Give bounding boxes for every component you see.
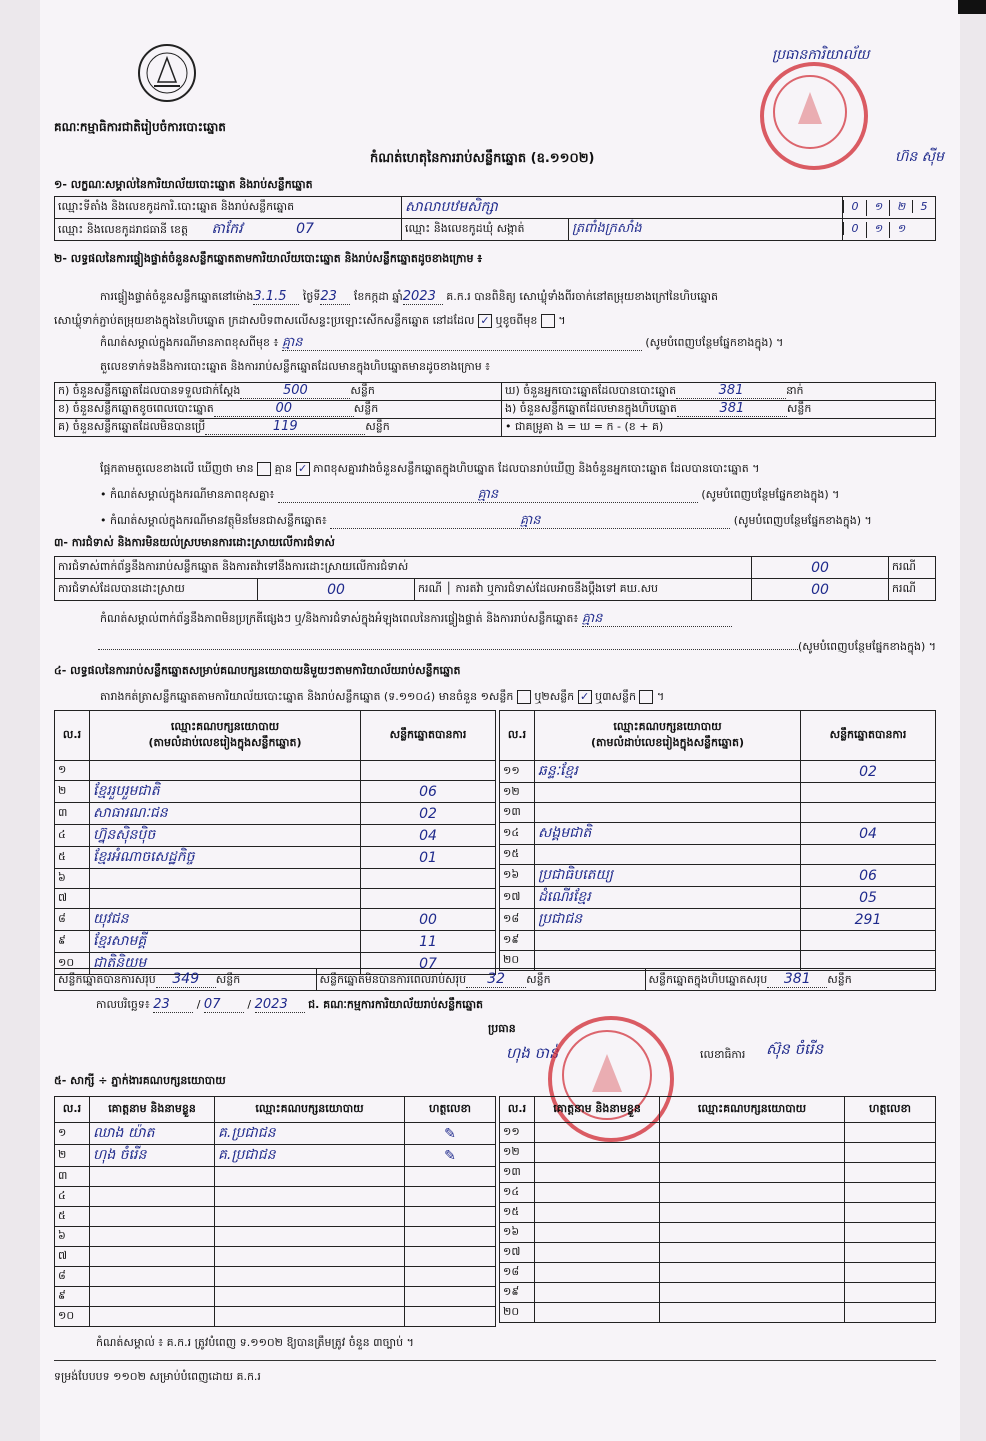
row-number: ៦ — [55, 869, 90, 889]
party-name — [535, 783, 801, 803]
witness-party — [215, 1247, 405, 1267]
results-totals — [54, 968, 936, 991]
witness-signature — [845, 1303, 936, 1323]
witness-party — [215, 1207, 405, 1227]
witness-table-right: ល.រ គោត្តនាម និងនាមខ្លួន ឈ្មោះគណបក្សនយោបាយ ហត្ថលេខា ១១ ១២ ១៣ ១៤ ១៥ ១៦ ១៧ ១៨ ១៩ ២០ — [499, 1096, 936, 1323]
witness-row — [55, 1187, 496, 1207]
results-row — [500, 887, 936, 909]
results-row — [55, 781, 496, 803]
footnote: កំណត់សម្គាល់ ៖ គ.ក.រ ត្រូវបំពេញ ទ.១១០២ ឱ្យបានត្រឹមត្រូវ ចំនួន ៣ច្បាប់ ។ — [96, 1336, 414, 1349]
witness-signature — [845, 1223, 936, 1243]
counts-table — [54, 382, 936, 437]
valid-votes: 11 — [361, 931, 496, 953]
party-name — [535, 845, 801, 865]
witness-name — [90, 1307, 215, 1327]
objection-appeal-label: ករណី │ ការតវ៉ា ឬការជំទាស់ដែលអាចនឹងប្តឹងទៅ គឃ.សប — [415, 579, 752, 601]
witness-party — [660, 1123, 845, 1143]
footer-divider — [54, 1360, 936, 1361]
location-value: សាលាបឋមសិក្សា — [402, 197, 843, 219]
witness-name — [90, 1207, 215, 1227]
witness-signature — [405, 1207, 496, 1227]
witness-row — [55, 1267, 496, 1287]
party-name: ឆន្ទៈខ្មែរ — [535, 761, 801, 783]
valid-votes: 02 — [801, 761, 936, 783]
form-title: កំណត់ហេតុនៃការរាប់សន្លឹកឆ្នោត (ឧ.១១០២) — [370, 151, 595, 166]
row-number: ៨ — [55, 909, 90, 931]
witness-signature — [405, 1167, 496, 1187]
count-ng: ង) ចំនួនសន្លឹកឆ្នោតដែលមានក្នុងហិបឆ្នោត 381 សន្លឹក — [502, 401, 936, 419]
note-value: គ្មាន — [282, 336, 642, 351]
valid-votes: 00 — [361, 909, 496, 931]
row-number: ១៧ — [500, 887, 535, 909]
witness-signature — [845, 1183, 936, 1203]
section1-heading: ១- លក្ខណៈសម្គាល់នៃការិយាល័យបោះឆ្នោត និងរាប់សន្លឹកឆ្នោត — [54, 178, 313, 191]
tally-sheet-count: តារាងកត់ត្រាសន្លឹកឆ្នោតតាមការិយាល័យបោះឆ្នោត និងរាប់សន្លឹកឆ្នោត (ទ.១១០៤) មានចំនួន ១សន្លឹក ឬ២សន្លឹក ✓ ឬ៣សន្លឹក ។ — [100, 690, 665, 703]
witness-name — [535, 1223, 660, 1243]
row-number: ១៩ — [500, 931, 535, 951]
results-row — [55, 761, 496, 781]
row-number: ៤ — [55, 825, 90, 847]
results-row — [500, 865, 936, 887]
commune-code: 0 ១ ១ — [843, 219, 936, 241]
results-row — [55, 931, 496, 953]
row-number: ៣ — [55, 803, 90, 825]
secretary-signature: ស៊ុន ចំរើន — [766, 1040, 824, 1058]
objection-row1-label: ការជំទាស់ពាក់ព័ន្ធនឹងការរាប់សន្លឹកឆ្នោត និងការតវ៉ាទៅនឹងការដោះស្រាយលើការជំទាស់ — [55, 557, 752, 579]
objections-table: ការជំទាស់ពាក់ព័ន្ធនឹងការរាប់សន្លឹកឆ្នោត និងការតវ៉ាទៅនឹងការដោះស្រាយលើការជំទាស់ 00 ករណី ការជំទាស់ដែលបានដោះស្រាយ 00 ករណី │ ការតវ៉ា ឬការជំទាស់ដែលអាចនឹងប្តឹងទៅ គឃ.សប 00 ករណី — [54, 556, 936, 601]
valid-votes: 04 — [801, 823, 936, 845]
witness-signature — [405, 1187, 496, 1207]
witness-signature — [845, 1283, 936, 1303]
witness-row — [55, 1227, 496, 1247]
witness-name — [90, 1247, 215, 1267]
witness-signature — [845, 1123, 936, 1143]
province-row: ឈ្មោះ និងលេខកូដរាជធានី ខេត្ត តាកែវ 07 — [55, 219, 402, 241]
witness-name — [535, 1303, 660, 1323]
witness-row — [500, 1203, 936, 1223]
bullet-difference: • កំណត់សម្គាល់ក្នុងករណីមានភាពខុសគ្នា៖ គ្មាន (សូមបំពេញបន្ថែមផ្នែកខាងក្នុង) ។ — [100, 487, 840, 502]
row-number: ១៣ — [500, 803, 535, 823]
valid-votes: 06 — [801, 865, 936, 887]
witness-row — [500, 1263, 936, 1283]
party-name: ដំណើរខ្មែរ — [535, 887, 801, 909]
witness-party — [660, 1143, 845, 1163]
sheet-3-checkbox[interactable] — [639, 690, 653, 704]
witness-row — [500, 1123, 936, 1143]
valid-votes: 06 — [361, 781, 496, 803]
row-number: ៦ — [55, 1227, 90, 1247]
witness-party — [660, 1303, 845, 1323]
results-row — [55, 825, 496, 847]
row-number: ១១ — [500, 1123, 535, 1143]
objection-appeal-value: 00 — [752, 579, 889, 601]
row-number: ១០ — [55, 1307, 90, 1327]
row-number: ១០ — [55, 953, 90, 975]
party-name: យុវជន — [90, 909, 361, 931]
party-name: សង្គមជាតិ — [535, 823, 801, 845]
row-number: ១៦ — [500, 1223, 535, 1243]
witness-name — [90, 1267, 215, 1287]
witness-party — [660, 1223, 845, 1243]
witness-row — [55, 1287, 496, 1307]
date-line: កាលបរិច្ឆេទ៖ 23 / 07 / 2023 ជ. គណៈកម្មការការិយាល័យរាប់សន្លឹកឆ្នោត — [96, 997, 484, 1012]
results-row — [500, 803, 936, 823]
sheet-1-checkbox[interactable] — [517, 690, 531, 704]
row-number: ១ — [55, 761, 90, 781]
row-number: ៨ — [55, 1267, 90, 1287]
location-table — [54, 196, 936, 241]
witness-row — [500, 1283, 936, 1303]
party-name — [90, 761, 361, 781]
witness-signature: ✎ — [405, 1123, 496, 1145]
valid-votes: 02 — [361, 803, 496, 825]
witness-row — [55, 1207, 496, 1227]
valid-votes — [361, 761, 496, 781]
valid-votes — [801, 845, 936, 865]
row-number: ១៥ — [500, 845, 535, 865]
valid-votes — [801, 783, 936, 803]
valid-votes — [801, 803, 936, 823]
scan-edge — [958, 0, 986, 14]
witness-party — [215, 1187, 405, 1207]
witness-party — [660, 1243, 845, 1263]
results-table-left: ល.រ ឈ្មោះគណបក្សនយោបាយ (តាមលំដាប់លេខរៀងក្នុងសន្លឹកឆ្នោត) សន្លឹកឆ្នោតបានការ ១ ២ ខ្មែររួបរួមជាតិ 06 ៣ សាធារណៈជន 02 ៤ ហ្វ៊ុនស៊ិនប៉ិច 04 ៥ ខ្មែរអំណាចសេដ្ឋកិច្ច 01 ៦ ៧ ៨ យុវជន 00 ៩ ខ្មែរសាមគ្គី 11 ១០ ជាតិនិយម 07 — [54, 710, 496, 975]
footer-text: ទម្រង់បែបបទ ១១០២ សម្រាប់បំពេញដោយ គ.ក.រ — [54, 1370, 261, 1383]
row-number: ១៣ — [500, 1163, 535, 1183]
witness-row — [55, 1123, 496, 1145]
count-ko: គ) ចំនួនសន្លឹកឆ្នោតដែលមិនបានប្រើ 119 សន្លឹក — [55, 419, 502, 437]
chair-label: ប្រធាន — [488, 1022, 516, 1035]
row-number: ២ — [55, 1145, 90, 1167]
row-number: ១៦ — [500, 865, 535, 887]
damaged-checkbox[interactable] — [541, 314, 555, 328]
witness-row — [55, 1145, 496, 1167]
witness-name — [535, 1243, 660, 1263]
count-ka: ក) ចំនួនសន្លឹកឆ្នោតដែលបានទទួលជាក់ស្តែង 500 សន្លឹក — [55, 383, 502, 401]
witness-signature — [405, 1227, 496, 1247]
witness-signature — [405, 1287, 496, 1307]
witness-name — [535, 1203, 660, 1223]
bullet-foreign-object: • កំណត់សម្គាល់ក្នុងករណីមានវត្ថុមិនមែនជាសន្លឹកឆ្នោត៖ គ្មាន (សូមបំពេញបន្ថែមផ្នែកខាងក្នុង) ។ — [100, 513, 872, 528]
row-number: ៥ — [55, 1207, 90, 1227]
results-row — [55, 847, 496, 869]
results-row — [500, 931, 936, 951]
party-name — [90, 889, 361, 909]
witness-name — [535, 1263, 660, 1283]
witness-signature — [845, 1163, 936, 1183]
secretary-label: លេខាធិការ — [700, 1048, 746, 1061]
witness-row — [500, 1303, 936, 1323]
section2-heading: ២- លទ្ធផលនៃការផ្ទៀងផ្ទាត់ចំនួនសន្លឹកឆ្នោតតាមការិយាល័យបោះឆ្នោត និងរាប់សន្លឹកឆ្នោតដូចខាងក្រោម ៖ — [54, 252, 483, 265]
witness-name — [535, 1183, 660, 1203]
party-name: ខ្មែរអំណាចសេដ្ឋកិច្ច — [90, 847, 361, 869]
row-number: ៩ — [55, 931, 90, 953]
witness-table-left: ល.រ គោត្តនាម និងនាមខ្លួន ឈ្មោះគណបក្សនយោបាយ ហត្ថលេខា ១ ឈាង យ៉ាត គ.ប្រជាជន ✎ ២ ហុង ចំរើន គ.ប្រជាជន ✎ ៣ ៤ ៥ ៦ ៧ ៨ ៩ ១០ — [54, 1096, 496, 1327]
witness-signature — [405, 1267, 496, 1287]
total-invalid: សន្លឹកឆ្នោតមិនបានការពេលរាប់សរុប 32 សន្លឹក — [316, 969, 645, 991]
results-row — [500, 909, 936, 931]
witness-name — [535, 1143, 660, 1163]
count-kho: ឃ) ចំនួនអ្នកបោះឆ្នោតដែលបានបោះឆ្នោត 381 នាក់ — [502, 383, 936, 401]
note-line: កំណត់សម្គាល់ក្នុងករណីមានភាពខុសពីមុខ ៖ គ្មាន (សូមបំពេញបន្ថែមផ្នែកខាងក្នុង) ។ — [100, 335, 784, 350]
row-number: ៣ — [55, 1167, 90, 1187]
witness-party — [215, 1167, 405, 1187]
objection-row1-value: 00 — [752, 557, 889, 579]
valid-votes: 04 — [361, 825, 496, 847]
valid-votes — [361, 889, 496, 909]
chair-signature: ហុង ចាន់ — [506, 1044, 559, 1062]
witness-party — [215, 1307, 405, 1327]
witness-party — [215, 1267, 405, 1287]
valid-votes: 291 — [801, 909, 936, 931]
row-number: ២០ — [500, 1303, 535, 1323]
results-table-right: ល.រ ឈ្មោះគណបក្សនយោបាយ (តាមលំដាប់លេខរៀងក្នុងសន្លឹកឆ្នោត) សន្លឹកឆ្នោតបានការ ១១ ឆន្ទៈខ្មែរ 02 ១២ ១៣ ១៤ សង្គមជាតិ 04 ១៥ ១៦ ប្រជាធិបតេយ្យ 06 ១៧ ដំណើរខ្មែរ 05 ១៨ ប្រជាជន 291 ១៩ ២០ — [499, 710, 936, 971]
section4-heading: ៤- លទ្ធផលនៃការរាប់សន្លឹកឆ្នោតសម្រាប់គណបក្សនយោបាយនិមួយៗតាមការិយាល័យរាប់សន្លឹកឆ្នោត — [54, 664, 461, 677]
witness-party — [660, 1163, 845, 1183]
count-kha: ខ) ចំនួនសន្លឹកឆ្នោតខូចពេលបោះឆ្នោត 00 សន្លឹក — [55, 401, 502, 419]
row-number: ៥ — [55, 847, 90, 869]
row-number: ៧ — [55, 889, 90, 909]
section5-heading: ៥- សាក្សី ÷ ភ្នាក់ងារគណបក្សនយោបាយ — [54, 1074, 226, 1087]
valid-votes: 07 — [361, 953, 496, 975]
results-row — [55, 869, 496, 889]
witness-name — [535, 1283, 660, 1303]
row-number: ១៨ — [500, 1263, 535, 1283]
witness-signature — [845, 1203, 936, 1223]
witness-party — [215, 1287, 405, 1307]
row-number: ២ — [55, 781, 90, 803]
row-number: ១ — [55, 1123, 90, 1145]
row-number: ២០ — [500, 951, 535, 971]
province-name: តាកែវ — [211, 221, 243, 237]
verify-year: 2023 — [403, 290, 443, 305]
party-name — [90, 869, 361, 889]
witness-party: គ.ប្រជាជន — [215, 1123, 405, 1145]
total-in-box: សន្លឹកឆ្នោតក្នុងហិបឆ្នោតសរុប 381 សន្លឹក — [645, 969, 935, 991]
section3-heading: ៣- ការជំទាស់ និងការមិនយល់ស្របមានការដោះស្រាយលើការជំទាស់ — [54, 536, 335, 549]
witness-signature — [845, 1263, 936, 1283]
witness-row — [500, 1243, 936, 1263]
commune-value: ត្រពាំងក្រសាំង — [569, 219, 843, 241]
party-name: ប្រជាធិបតេយ្យ — [535, 865, 801, 887]
valid-votes: 01 — [361, 847, 496, 869]
ministry-seal-icon — [136, 42, 198, 108]
sheet-2-checkbox[interactable]: ✓ — [578, 690, 592, 704]
witness-name — [90, 1227, 215, 1247]
objection-hint: (សូមបំពេញបន្ថែមផ្នែកខាងក្នុង) ។ — [54, 640, 936, 654]
intact-checkbox[interactable]: ✓ — [478, 314, 492, 328]
row-number: ១៤ — [500, 823, 535, 845]
results-row — [500, 845, 936, 865]
witness-name — [535, 1123, 660, 1143]
witness-row — [500, 1183, 936, 1203]
total-valid: សន្លឹកឆ្នោតបានការសរុប 349 សន្លឹក — [55, 969, 317, 991]
witness-signature — [405, 1247, 496, 1267]
top-right-note: ប្រធានការិយាល័យ — [772, 47, 870, 63]
row-number: ១៤ — [500, 1183, 535, 1203]
results-row — [500, 761, 936, 783]
row-number: ១៥ — [500, 1203, 535, 1223]
party-name: ហ្វ៊ុនស៊ិនប៉ិច — [90, 825, 361, 847]
counts-intro: តួលេខទាក់ទងនឹងការបោះឆ្នោត និងការរាប់សន្លឹកឆ្នោតដែលមានក្នុងហិបឆ្នោតមានដូចខាងក្រោម ៖ — [100, 360, 491, 373]
official-stamp-top — [760, 62, 868, 170]
location-code: 0 ១ ២ 5 — [843, 197, 936, 219]
party-name: សាធារណៈជន — [90, 803, 361, 825]
witness-name — [90, 1167, 215, 1187]
top-right-signature: ហ៊ន ស៊ីម — [895, 149, 944, 165]
witness-name — [535, 1163, 660, 1183]
witness-name — [90, 1187, 215, 1207]
witness-party — [660, 1203, 845, 1223]
committee-name: គណៈកម្មាធិការជាតិរៀបចំការបោះឆ្នោត — [54, 120, 226, 134]
witness-signature — [845, 1243, 936, 1263]
witness-party — [660, 1283, 845, 1303]
row-number: ៧ — [55, 1247, 90, 1267]
party-name — [535, 803, 801, 823]
witness-party — [215, 1227, 405, 1247]
witness-party: គ.ប្រជាជន — [215, 1145, 405, 1167]
results-row — [55, 909, 496, 931]
row-number: ១៩ — [500, 1283, 535, 1303]
witness-name: ឈាង យ៉ាត — [90, 1123, 215, 1145]
row-number: ៤ — [55, 1187, 90, 1207]
witness-row — [55, 1307, 496, 1327]
party-name: ខ្មែរសាមគ្គី — [90, 931, 361, 953]
formula: • ជាគម្រូគា ង = ឃ = ក - (ខ + គ) — [502, 419, 936, 437]
witness-row — [500, 1143, 936, 1163]
valid-votes — [801, 931, 936, 951]
results-row — [55, 803, 496, 825]
match-line: ផ្អែកតាមតួលេខខាងលើ ឃើញថា មាន គ្មាន ✓ ភាពខុសគ្នារវាងចំនួនសន្លឹកឆ្នោតក្នុងហិបឆ្នោត ដែលបានរាប់ឃើញ និងចំនួនអ្នកបោះឆ្នោត ដែលបានបោះឆ្នោត ។ — [100, 462, 760, 475]
party-name: ជាតិនិយម — [90, 953, 361, 975]
party-name — [535, 931, 801, 951]
row-number: ៩ — [55, 1287, 90, 1307]
province-code: 07 — [296, 221, 314, 237]
valid-votes — [361, 869, 496, 889]
row-number: ១១ — [500, 761, 535, 783]
witness-row — [55, 1167, 496, 1187]
witness-name — [90, 1287, 215, 1307]
witness-name: ហុង ចំរើន — [90, 1145, 215, 1167]
has-difference-checkbox[interactable] — [257, 462, 271, 476]
witness-party — [660, 1183, 845, 1203]
results-row — [500, 823, 936, 845]
witness-signature: ✎ — [405, 1145, 496, 1167]
verify-day: 23 — [320, 290, 350, 305]
valid-votes: 05 — [801, 887, 936, 909]
results-row — [500, 783, 936, 803]
row-number: ១២ — [500, 1143, 535, 1163]
witness-party — [660, 1263, 845, 1283]
row-number: ១២ — [500, 783, 535, 803]
no-difference-checkbox[interactable]: ✓ — [296, 462, 310, 476]
witness-row — [55, 1247, 496, 1267]
verify-line2: សោឃ្លុំទាក់ភ្ជាប់តម្រុយខាងក្នុងនៃហិបឆ្នោត ក្រដាសបិទពាសលើសន្ទះប្រឡោះសើកសន្លឹកឆ្នោត នៅដដែល ✓ ឬខូចពីមុខ ។ — [54, 314, 566, 327]
row-number: ១៨ — [500, 909, 535, 931]
witness-signature — [845, 1143, 936, 1163]
results-row — [55, 889, 496, 909]
witness-row — [500, 1223, 936, 1243]
location-label: ឈ្មោះទីតាំង និងលេខកូដការិ.បោះឆ្នោត និងរាប់សន្លឹកឆ្នោត — [55, 197, 402, 219]
witness-row — [500, 1163, 936, 1183]
party-name: ខ្មែររួបរួមជាតិ — [90, 781, 361, 803]
commune-label: ឈ្មោះ និងលេខកូដឃុំ សង្កាត់ — [402, 219, 569, 241]
objection-note: កំណត់សម្គាល់ពាក់ព័ន្ធនឹងភាពមិនប្រក្រតីផ្សេងៗ ឬ/និងការជំទាស់ក្នុងអំឡុងពេលនៃការផ្ទៀងផ្ទាត់ និងការរាប់សន្លឹកឆ្នោត៖ គ្មាន — [100, 612, 732, 627]
objection-resolved-value: 00 — [258, 579, 415, 601]
row-number: ១៧ — [500, 1243, 535, 1263]
witness-signature — [405, 1307, 496, 1327]
verify-time: 3.1.5 — [253, 290, 299, 305]
verify-line1: ការផ្ទៀងផ្ទាត់ចំនួនសន្លឹកឆ្នោតនៅម៉ោង3.1.5 ថ្ងៃទី23 ខែកក្កដា ឆ្នាំ2023 គ.ក.រ បានពិនិត្យ សោឃ្លុំទាំងពីរចាក់នៅតម្រុយខាងក្រៅនៃហិបឆ្នោត — [100, 289, 718, 304]
party-name: ប្រជាជន — [535, 909, 801, 931]
